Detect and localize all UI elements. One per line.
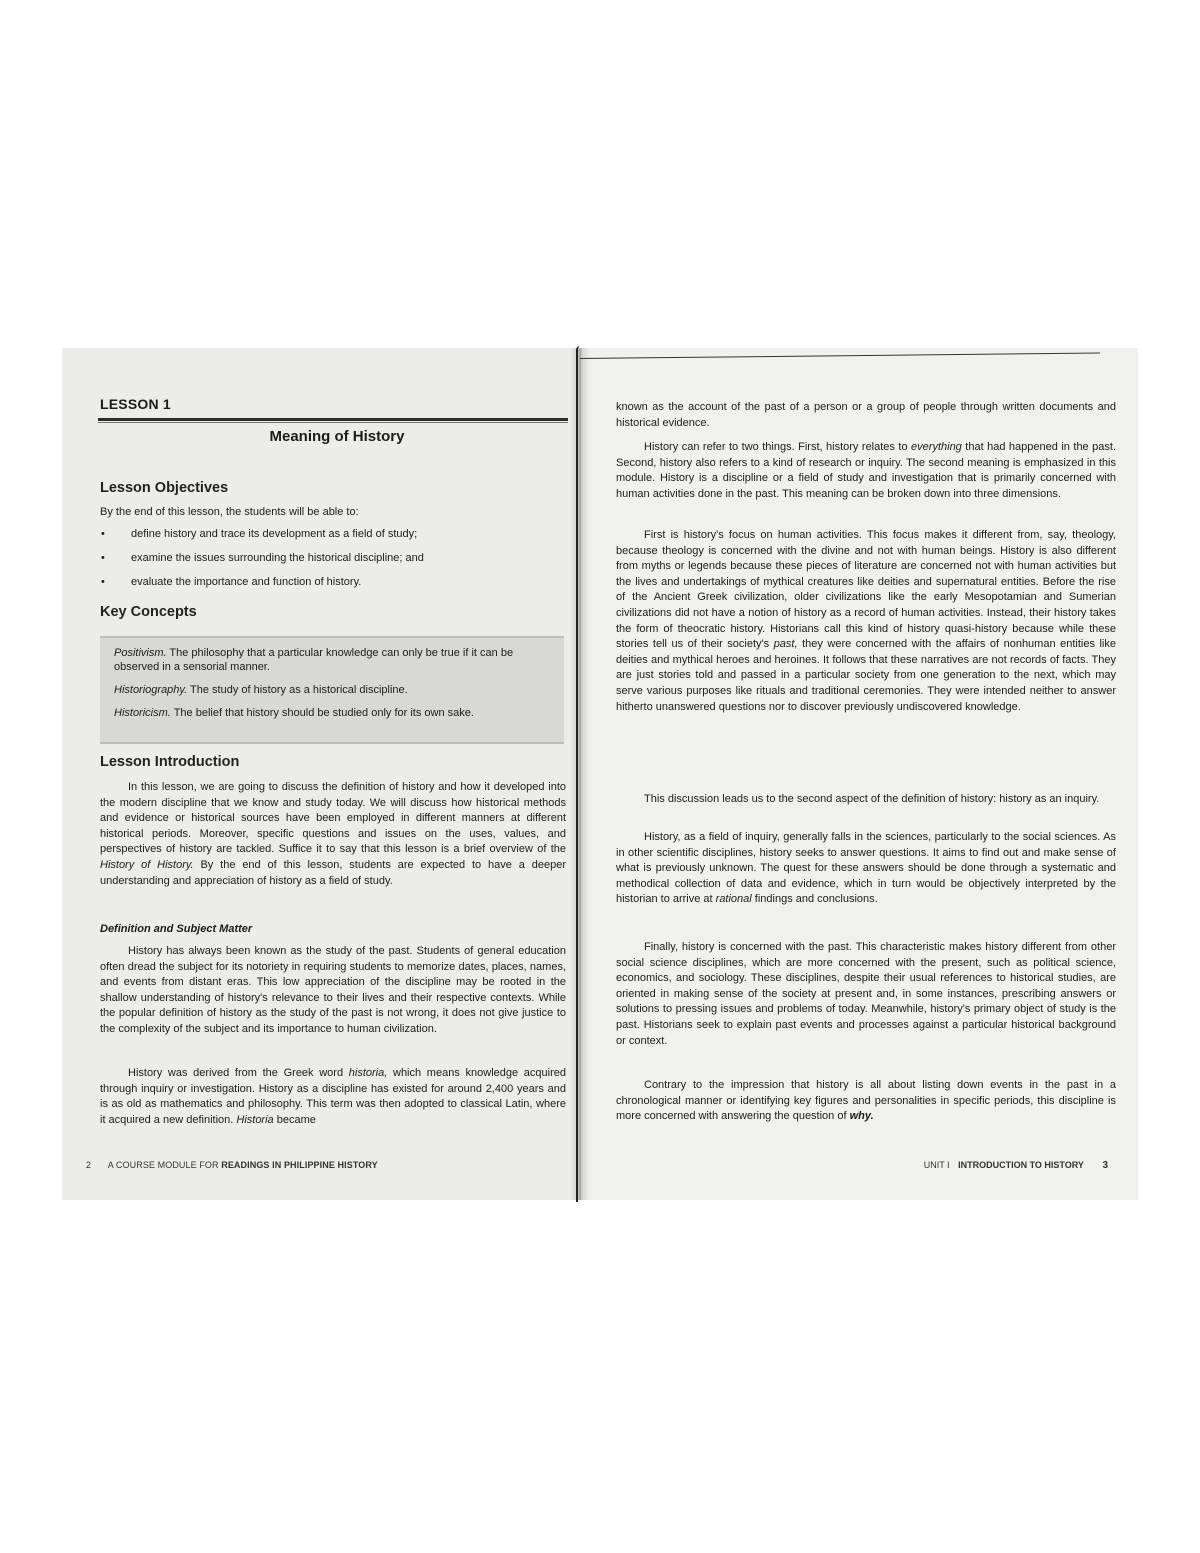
key-concepts-box xyxy=(100,636,564,744)
paragraph-two-things: History can refer to two things. First, history relates to everything that had happened in the past. Second, history also refers to a kind of research or inquiry. The second meaning is emphasized in this module. History is a discipline or a field of study and investigation that is primarily concerned with human activities done in the past. This meaning can be broken down into three dimensions. xyxy=(616,441,1116,500)
objectives-intro: By the end of this lesson, the students will be able to: xyxy=(100,506,359,518)
left-footer xyxy=(86,1160,378,1170)
concept-item: Positivism. The philosophy that a particular knowledge can only be true if it can be observed in a sensorial manner. xyxy=(114,647,514,673)
intro-paragraph: In this lesson, we are going to discuss the definition of history and how it developed into the modern discipline that we know and study today. We will discuss how historical methods and evidence or historical sources have been employed in different manners at different historical periods. Moreover, specific questions and issues on the uses, values, and perspectives of history are tackled. Suffice it to say that this lesson is a brief overview of the History of History. By the end of this lesson, students are expected to have a deeper understanding and appreciation of history as a field of study. xyxy=(100,781,566,887)
gutter-edge xyxy=(576,346,582,1202)
definition-subheading: Definition and Subject Matter xyxy=(100,923,253,935)
objectives-heading: Lesson Objectives xyxy=(100,480,229,496)
paragraph-inquiry: History, as a field of inquiry, generally falls in the sciences, particularly to the social sciences. As in other scientific disciplines, history seeks to answer questions. It aims to find out and make sense of what is previously unknown. The quest for these answers should be done through a systematic and methodical collection of data and evidence, which in turn would be objectively interpreted by the historian to arrive at rational findings and conclusions. xyxy=(616,831,1116,906)
list-item: • examine the issues surrounding the historical discipline; and xyxy=(98,552,424,576)
page-number: 3 xyxy=(1102,1160,1108,1171)
lesson-rule xyxy=(98,418,568,423)
left-page xyxy=(62,348,578,1200)
objectives-list xyxy=(98,528,424,600)
footer-unit: UNIT I xyxy=(923,1160,950,1170)
right-page xyxy=(580,348,1138,1200)
paragraph-why: Contrary to the impression that history is all about listing down events in the past in a chronological manner or identifying key figures and personalities in specific periods, this discipline is more concerned with answering the question of why. xyxy=(616,1079,1116,1123)
paragraph-definition: History has always been known as the study of the past. Students of general education often dread the subject for its notoriety in requiring students to memorize dates, places, names, and events from distant eras. This low appreciation of the discipline may be rooted in the shallow understanding of history's relevance to their lives and their respective contexts. While the popular definition of history as the study of the past is not wrong, it does not give justice to the complexity of the subject and its importance to human civilization. xyxy=(100,945,566,1035)
paragraph-inquiry-intro: This discussion leads us to the second aspect of the definition of history: history as an inquiry. xyxy=(644,793,1100,805)
footer-prefix: A COURSE MODULE FOR xyxy=(107,1160,222,1170)
concept-item: Historiography. The study of history as a historical discipline. xyxy=(114,684,408,696)
key-concepts-heading: Key Concepts xyxy=(100,604,197,620)
concept-item: Historicism. The belief that history should be studied only for its own sake. xyxy=(114,707,474,719)
right-footer xyxy=(924,1160,1108,1171)
bullet-icon: • xyxy=(101,576,105,588)
bullet-icon: • xyxy=(101,528,105,540)
lesson-label: LESSON 1 xyxy=(100,396,171,412)
intro-heading: Lesson Introduction xyxy=(100,754,240,770)
footer-unit-title: INTRODUCTION TO HISTORY xyxy=(958,1160,1084,1170)
footer-course-title: READINGS IN PHILIPPINE HISTORY xyxy=(221,1160,378,1170)
paragraph-past: Finally, history is concerned with the past. This characteristic makes history different from other social science disciplines, which are more concerned with the present, such as political science, economics, and sociology. These disciplines, despite their usual references to historical studies, are oriented in making sense of the society at present and, in some instances, prescribing answers or solutions to pressing issues and problems of today. Meanwhile, history's primary object of study is the past. Historians seek to explain past events and processes against a particular historical background or context. xyxy=(616,941,1116,1047)
paragraph-etymology: History was derived from the Greek word historia, which means knowledge acquired through inquiry or investigation. History as a discipline has existed for around 2,400 years and is as old as mathematics and philosophy. This term was then adopted to classical Latin, where it acquired a new definition. Historia became xyxy=(100,1067,566,1126)
paragraph-continued: known as the account of the past of a person or a group of people through written documents and historical evidence. xyxy=(616,401,1116,429)
paragraph-human-activities: First is history's focus on human activities. This focus makes it different from, say, theology, because theology is concerned with the divine and not with human beings. History is also different from myths or legends because these pieces of literature are concerned not with human activities but the lives and undertakings of mythical creatures like deities and supernatural entities. Before the rise of the Ancient Greek civilization, older civilizations like the early Mesopotamian and Sumerian civilizations did not have a notion of history as a record of human activities. Instead, their history takes the form of theocratic history. Historians call this kind of history quasi-history because while these stories tell us of their society's past, they were concerned with the affairs of nonhuman entities like deities and mythical heroes and heroines. It follows that these narratives are not records of facts. They are just stories told and passed in a particular society from one generation to the next, which may serve various purposes like rituals and traditional ceremonies. They were intended neither to answer hitherto unanswered questions nor to discover previously undiscovered knowledge. xyxy=(616,529,1116,713)
list-item: • evaluate the importance and function of history. xyxy=(98,576,424,600)
book-spread xyxy=(62,348,1138,1200)
page-number: 2 xyxy=(86,1160,92,1170)
list-item: • define history and trace its development as a field of study; xyxy=(98,528,424,552)
bullet-icon: • xyxy=(101,552,105,564)
lesson-title: Meaning of History xyxy=(269,428,405,445)
